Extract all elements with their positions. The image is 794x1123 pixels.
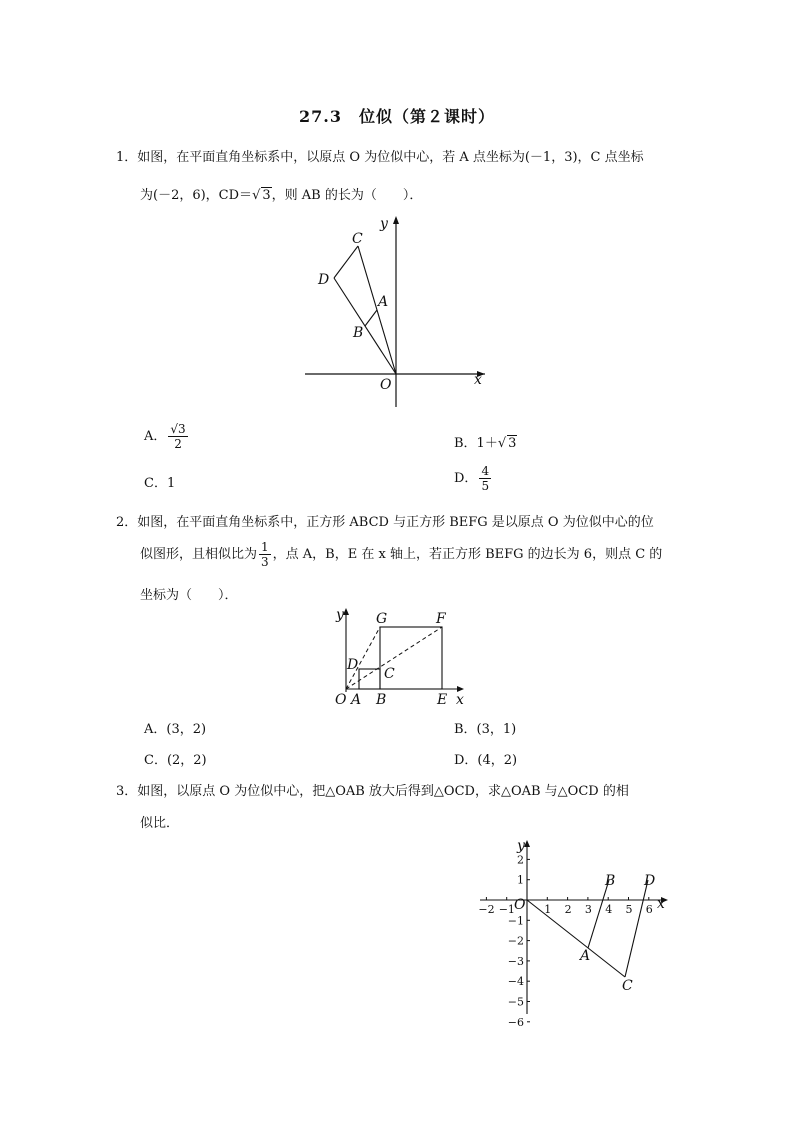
q3-y-tick-label: −3 [507,954,524,968]
q1-option-c[interactable]: C．1 [144,476,176,491]
q3-y-tick-label: −6 [507,1015,524,1029]
q2-ratio-fraction [259,540,271,569]
q1-option-d-num: 4 [481,464,490,478]
q1-option-a-fraction [168,422,187,451]
q1-label-x: x [474,372,482,388]
q1-option-a[interactable] [144,422,190,451]
q3-text-line1: 3．如图，以原点 O 为位似中心，把△OAB 放大后得到△OCD，求△OAB 与△OCD 的相 [116,784,629,799]
q3-figure [474,838,674,1029]
q3-y-tick-label: −2 [507,934,524,948]
q3-y-tick-label: −4 [507,975,524,989]
q1-sqrt-symbol: √ [252,188,261,203]
q3-x-tick-label: 5 [625,903,633,916]
q2-label-b: B [376,692,387,708]
q3-label-o: O [514,897,526,913]
q1-segment-cd [334,246,358,278]
q1-label-b: B [353,325,364,341]
q1-segment-ab [365,310,377,326]
q3-label-x: x [657,896,665,912]
q3-y-tick-label: −1 [507,914,524,928]
q3-segment-cd [625,880,648,977]
q2-label-d: D [347,657,359,673]
q2-option-d[interactable]: D．(4，2) [454,753,518,768]
q3-x-tick-label: 6 [645,903,653,916]
q1-text-line2-a: 为(－2，6)，CD＝ [140,188,253,203]
q1-text-line1: 1．如图，在平面直角坐标系中，以原点 O 为位似中心，若 A 点坐标为(－1，3)，C 点坐标 [116,150,644,165]
q1-sqrt-value: 3 [262,188,271,203]
q3-label-b: B [605,873,616,889]
q3-label-a: A [580,948,591,964]
page-title: 27.3 位似（第２课时） [299,107,495,126]
q2-text-line3: 坐标为（ ）． [140,588,238,603]
q2-option-b[interactable]: B．(3，1) [454,722,517,737]
q2-label-x: x [456,692,464,708]
q1-option-b[interactable] [454,432,517,451]
q1-option-d-prefix: D． [454,471,478,486]
q1-option-a-prefix: A． [144,429,167,444]
q3-y-tick-label: 1 [517,873,524,887]
q1-label-c: C [352,231,363,247]
q2-label-y: y [336,607,344,623]
q1-option-d[interactable] [454,464,493,493]
q2-text-line2-b: ，点 A，B，E 在 x 轴上，若正方形 BEFG 的边长为 6，则点 C 的 [272,547,663,562]
q1-text-line2-b: ，则 AB 的长为（ ）． [271,188,423,203]
q1-figure [300,212,500,412]
q2-text-line2-a: 似图形，且相似比为 [140,547,258,562]
q2-ratio-num: 1 [261,540,269,554]
q1-option-b-prefix: B．1＋ [454,436,498,451]
q2-square-abcd [359,669,380,689]
q1-label-a: A [378,294,389,310]
q2-label-g: G [376,611,388,627]
q3-x-tick-label: 2 [564,903,572,916]
q1-option-a-num: √3 [170,422,186,436]
q2-figure [330,604,475,710]
q2-label-o: O [335,692,347,708]
q2-label-a: A [351,692,362,708]
q3-label-c: C [622,978,633,994]
q2-option-a[interactable]: A．(3，2) [144,722,207,737]
q1-option-b-sqrt-symbol: √ [497,436,507,451]
q3-x-tick-label: −1 [498,903,515,916]
q3-label-y: y [517,838,525,854]
q1-option-d-den: 5 [481,479,490,493]
q1-text-line2 [140,184,422,203]
q1-label-y: y [380,216,388,232]
q3-x-tick-label: 1 [544,903,552,916]
q1-label-o: O [380,377,392,393]
q3-label-d: D [644,873,656,889]
q3-x-tick-label: −2 [478,903,495,916]
q1-y-arrow [393,216,399,224]
q2-label-c: C [384,666,395,682]
q2-label-f: F [436,611,446,627]
q1-option-b-sqrt: 3 [508,436,517,451]
q1-option-a-den: 2 [174,437,182,451]
q3-tick-marks [478,853,652,1028]
q2-option-c[interactable]: C．(2，2) [144,753,207,768]
q2-label-e: E [437,692,448,708]
q3-y-tick-label: 2 [517,853,524,867]
q3-y-tick-label: −5 [507,995,524,1009]
q2-text-line1: 2．如图，在平面直角坐标系中，正方形 ABCD 与正方形 BEFG 是以原点 O 为位似中心的位 [116,515,654,530]
q3-x-tick-label: 3 [584,903,592,916]
q2-text-line2 [140,540,662,569]
q3-x-tick-label: 4 [605,903,613,916]
q2-ratio-den: 3 [261,555,269,569]
q1-label-d: D [318,272,330,288]
q1-option-d-fraction [479,464,491,493]
q3-text-line2: 似比． [140,816,180,831]
